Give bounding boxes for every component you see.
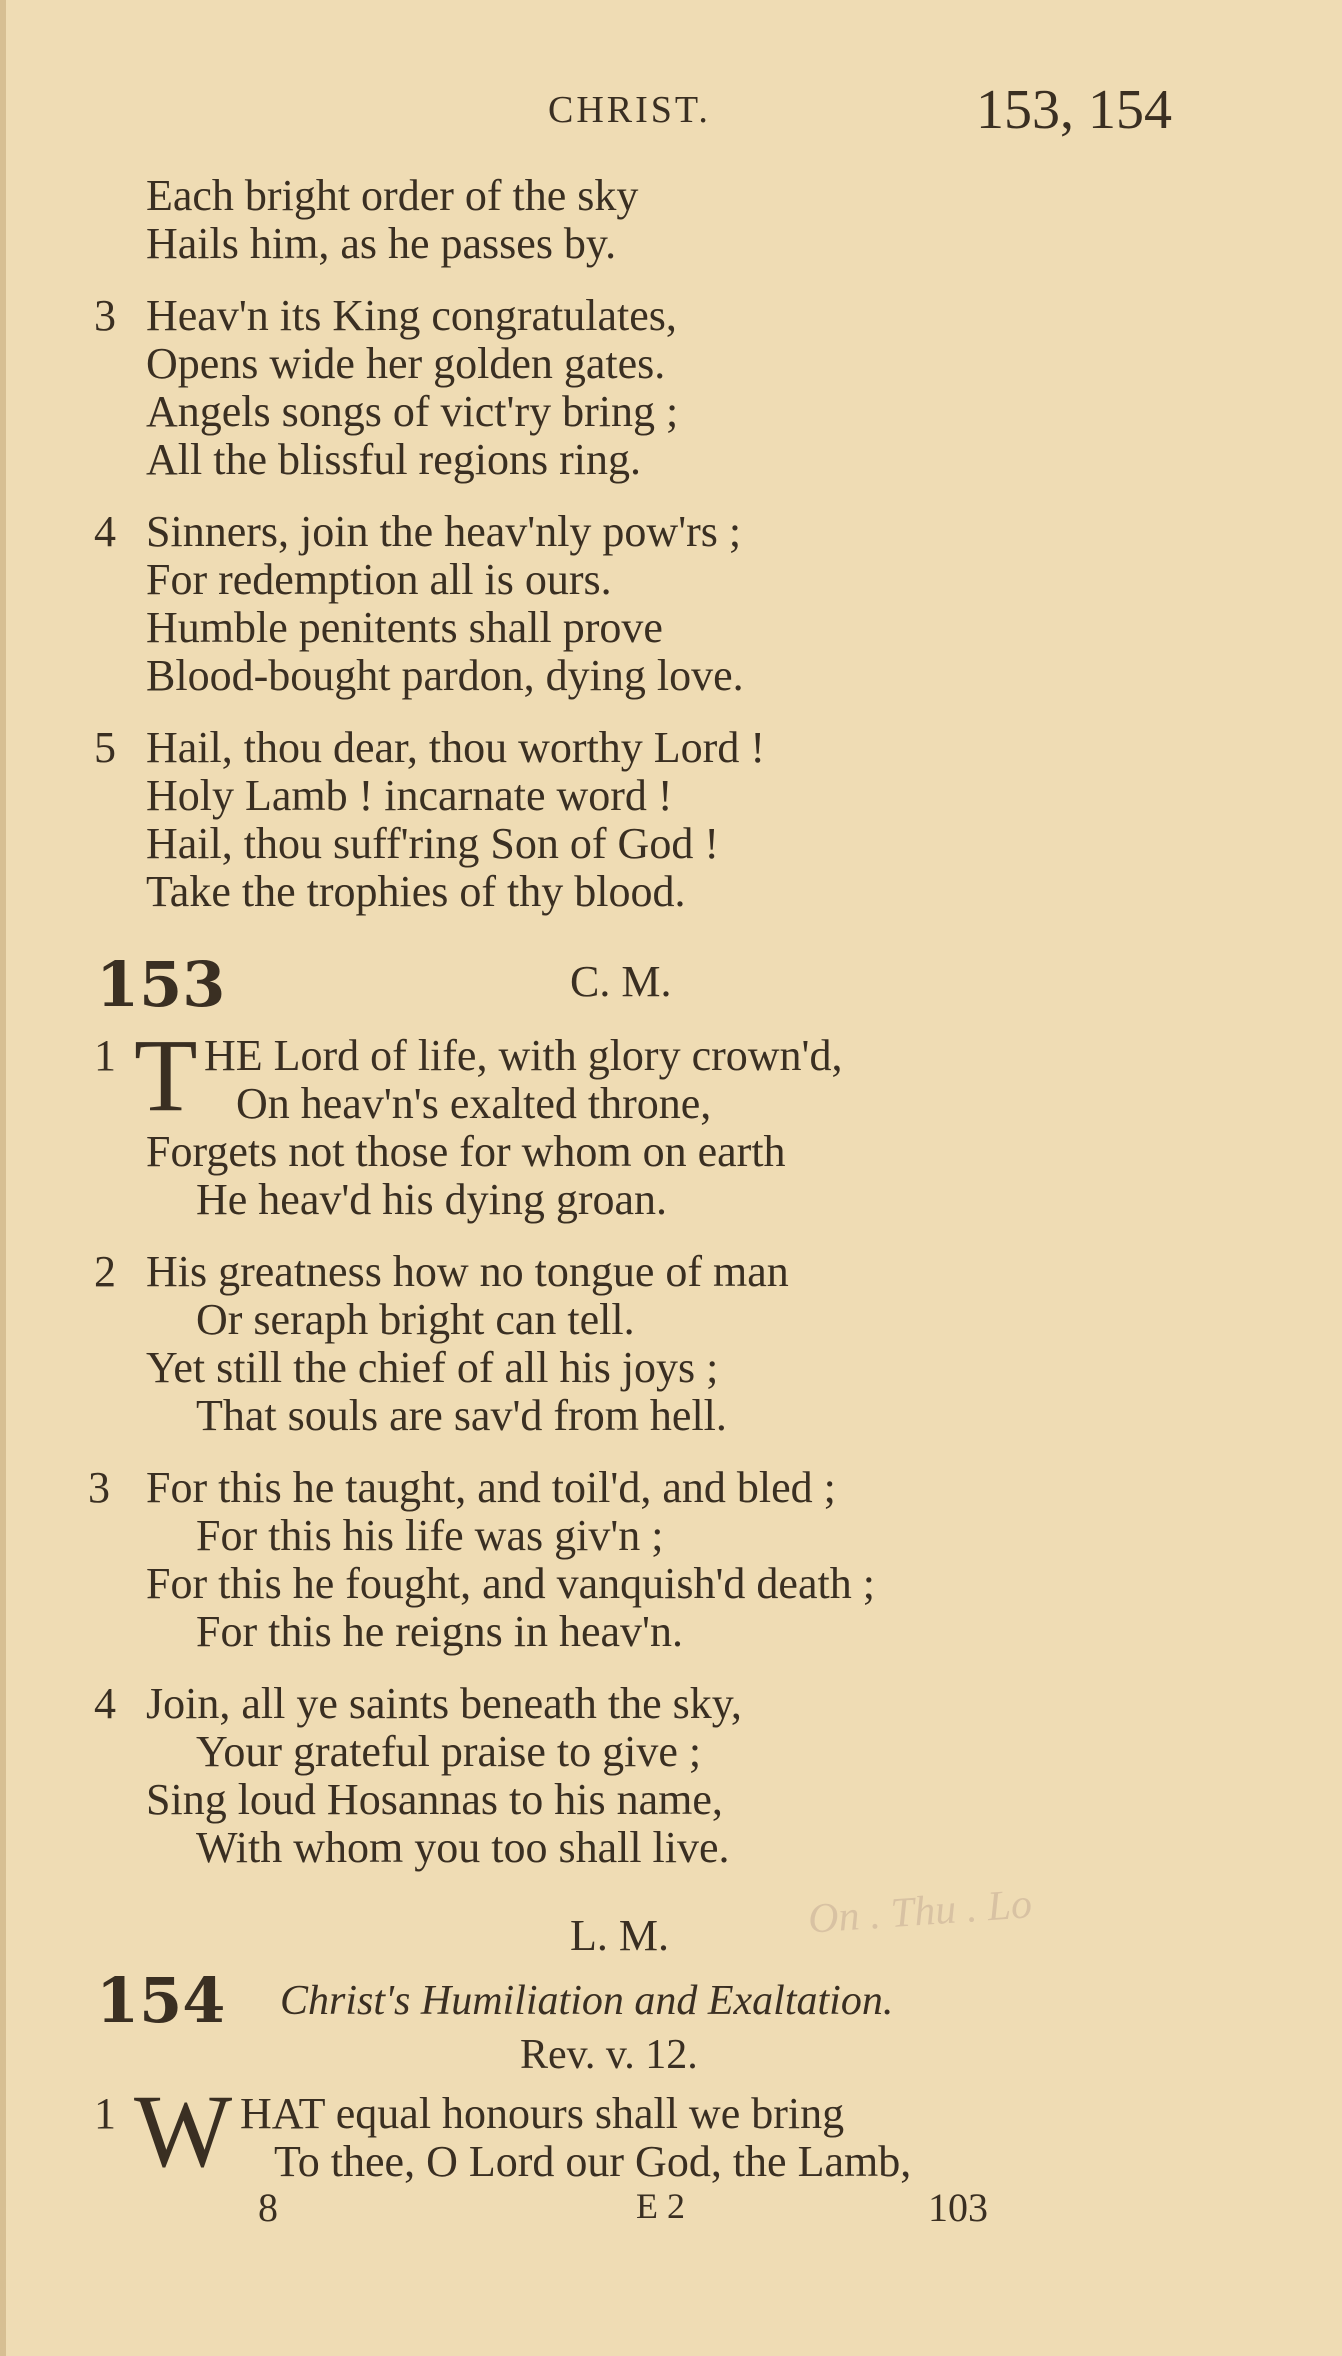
verse-line: Or seraph bright can tell. bbox=[196, 1295, 635, 1344]
verse-line: Holy Lamb ! incarnate word ! bbox=[146, 771, 673, 820]
verse-line: Heav'n its King congratulates, bbox=[146, 291, 677, 340]
verse-line: To thee, O Lord our God, the Lamb, bbox=[274, 2137, 912, 2186]
drop-cap: W bbox=[134, 2074, 233, 2189]
page-edge bbox=[0, 0, 6, 2356]
verse-line: That souls are sav'd from hell. bbox=[196, 1391, 727, 1440]
verse-number: 2 bbox=[94, 1247, 116, 1296]
hymn-number: 154 bbox=[96, 1964, 226, 2037]
verse-line: Your grateful praise to give ; bbox=[196, 1727, 702, 1776]
verse-line: Each bright order of the sky bbox=[146, 171, 639, 220]
drop-cap: T bbox=[134, 1018, 198, 1133]
verse-line: Humble penitents shall prove bbox=[146, 603, 663, 652]
verse-number: 4 bbox=[94, 507, 116, 556]
verse-number: 3 bbox=[94, 291, 116, 340]
signature-mark: E 2 bbox=[636, 2186, 685, 2226]
signature-number: 8 bbox=[258, 2185, 278, 2230]
verse-number: 5 bbox=[94, 723, 116, 772]
verse-line: Yet still the chief of all his joys ; bbox=[146, 1343, 719, 1392]
verse-line: For this he reigns in heav'n. bbox=[196, 1607, 683, 1656]
hymn-range: 153, 154 bbox=[976, 79, 1172, 141]
verse-line: Angels songs of vict'ry bring ; bbox=[146, 387, 679, 436]
verse-line: Opens wide her golden gates. bbox=[146, 339, 666, 388]
hymn-number: 153 bbox=[96, 948, 226, 1021]
verse-line: Hail, thou suff'ring Son of God ! bbox=[146, 819, 719, 868]
verse-line: Hail, thou dear, thou worthy Lord ! bbox=[146, 723, 765, 772]
verse-line: Blood-bought pardon, dying love. bbox=[146, 651, 744, 700]
handwritten-note: On . Thu . Lo bbox=[806, 1881, 1034, 1943]
hymn-meter: L. M. bbox=[570, 1911, 669, 1960]
verse-number: 1 bbox=[94, 1031, 116, 1080]
hymn-meter: C. M. bbox=[570, 957, 672, 1006]
scripture-reference: Rev. v. 12. bbox=[520, 2032, 698, 2078]
verse-line: HE Lord of life, with glory crown'd, bbox=[204, 1031, 843, 1080]
verse-line: For this he fought, and vanquish'd death ; bbox=[146, 1559, 875, 1608]
running-title: CHRIST. bbox=[548, 89, 711, 131]
verse-line: For this he taught, and toil'd, and bled ; bbox=[146, 1463, 836, 1512]
verse-line: On heav'n's exalted throne, bbox=[236, 1079, 712, 1128]
verse-line: Sing loud Hosannas to his name, bbox=[146, 1775, 723, 1824]
verse-line: Forgets not those for whom on earth bbox=[146, 1127, 786, 1176]
page-number: 103 bbox=[928, 2185, 988, 2230]
verse-line: He heav'd his dying groan. bbox=[196, 1175, 668, 1224]
verse-number: 1 bbox=[94, 2089, 116, 2138]
hymn-title: Christ's Humiliation and Exaltation. bbox=[280, 1978, 894, 2024]
verse-line: All the blissful regions ring. bbox=[146, 435, 641, 484]
verse-line: HAT equal honours shall we bring bbox=[240, 2089, 845, 2138]
verse-line: His greatness how no tongue of man bbox=[146, 1247, 789, 1296]
verse-number: 3 bbox=[88, 1463, 110, 1512]
verse-line: Take the trophies of thy blood. bbox=[146, 867, 686, 916]
verse-line: For redemption all is ours. bbox=[146, 555, 612, 604]
verse-line: Join, all ye saints beneath the sky, bbox=[146, 1679, 742, 1728]
verse-number: 4 bbox=[94, 1679, 116, 1728]
verse-line: With whom you too shall live. bbox=[196, 1823, 730, 1872]
verse-line: Hails him, as he passes by. bbox=[146, 219, 617, 268]
verse-line: For this his life was giv'n ; bbox=[196, 1511, 664, 1560]
verse-line: Sinners, join the heav'nly pow'rs ; bbox=[146, 507, 742, 556]
